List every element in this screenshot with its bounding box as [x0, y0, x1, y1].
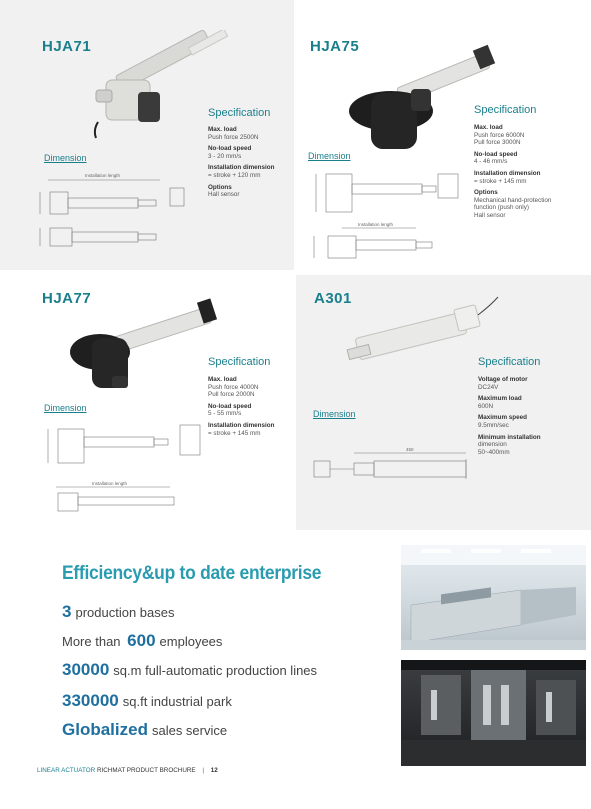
spec-label: Max. load [208, 126, 237, 133]
spec-label: Voltage of motor [478, 376, 528, 383]
spec-title: Specification [208, 356, 271, 368]
spec-title: Specification [474, 104, 537, 116]
dimension-title: Dimension [44, 153, 87, 163]
dimension-drawing [306, 445, 496, 495]
page-number: 12 [210, 767, 218, 774]
spec-value: function (push only) [474, 204, 529, 212]
dimension-drawing [30, 170, 190, 260]
dimension-drawing [30, 415, 230, 515]
fact-sales-service [62, 720, 227, 740]
installation-length-label: Installation length [358, 222, 394, 227]
fact-number: 330000 [62, 691, 119, 710]
dimension-title: Dimension [308, 151, 351, 161]
dimension-title: Dimension [313, 409, 356, 419]
spec-value: DC24V [478, 383, 499, 391]
product-panel-hja71 [0, 0, 294, 270]
model-title: A301 [314, 290, 352, 307]
spec-label: Options [474, 189, 498, 197]
spec-value: 50~400mm [478, 448, 510, 456]
spec-value: 600N [478, 402, 494, 410]
product-panel-hja77 [0, 275, 294, 530]
spec-value: 9.5mm/sec [478, 421, 509, 429]
spec-value: Hall sensor [474, 211, 506, 219]
footer-section: LINEAR ACTUATOR [37, 767, 96, 774]
model-title: HJA75 [310, 38, 360, 55]
spec-value: Mechanical hand-protection [474, 196, 552, 204]
fact-text: employees [159, 634, 223, 649]
actuator-image [62, 290, 232, 410]
spec-label: Max. load [474, 124, 503, 131]
fact-number: Globalized [62, 720, 148, 739]
fact-employees [62, 631, 222, 651]
footer-separator: | [202, 767, 204, 774]
spec-label: Max. load [208, 376, 237, 383]
dimension-drawing [306, 166, 466, 266]
spec-list [208, 126, 293, 203]
product-panel-a301 [296, 275, 591, 530]
factory-photo-cleanroom [401, 545, 586, 650]
spec-label: Maximum load [478, 395, 522, 403]
factory-photo-machinery [401, 660, 586, 766]
fact-number: 3 [62, 602, 72, 621]
spec-value: = stroke + 120 mm [208, 171, 261, 179]
fact-text: sq.ft industrial park [122, 694, 232, 709]
spec-label: Installation dimension [208, 164, 275, 172]
dimension-length-value: 450 [406, 447, 414, 452]
fact-industrial-park [62, 691, 232, 711]
spec-value: 5 - 55 mm/s [208, 410, 242, 418]
fact-text: sq.m full-automatic production lines [113, 663, 318, 678]
spec-value: dimension [478, 441, 507, 449]
fact-text: sales service [151, 723, 228, 738]
model-title: HJA77 [42, 290, 92, 307]
spec-label: Installation dimension [208, 421, 275, 429]
spec-list [474, 124, 589, 224]
dimension-title: Dimension [44, 403, 87, 413]
spec-label: Options [208, 183, 232, 191]
enterprise-headline: Efficiency&up to date enterprise [62, 563, 322, 584]
spec-label: Minimum installation [478, 433, 541, 441]
spec-value: Push force 4000N [208, 383, 259, 391]
fact-production-lines [62, 660, 317, 680]
fact-number: 30000 [62, 660, 110, 679]
spec-label: No-load speed [208, 402, 252, 410]
spec-label: No-load speed [208, 145, 252, 153]
fact-prefix: More than [62, 634, 121, 649]
footer-brand: RICHMAT PRODUCT BROCHURE [96, 767, 196, 774]
installation-length-label: Installation length [92, 481, 128, 486]
spec-label: No-load speed [474, 150, 518, 158]
spec-value: Pull force 3000N [474, 139, 521, 147]
spec-value: Pull force 2000N [208, 391, 255, 399]
spec-label: Installation dimension [474, 169, 541, 177]
spec-value: Hall sensor [208, 191, 240, 199]
spec-title: Specification [478, 356, 541, 368]
spec-title: Specification [208, 107, 271, 119]
spec-value: = stroke + 145 mm [208, 429, 261, 437]
spec-value: Push force 6000N [474, 131, 525, 139]
spec-value: 4 - 46 mm/s [474, 158, 508, 166]
actuator-image [78, 30, 248, 140]
model-title: HJA71 [42, 38, 92, 55]
spec-value: Push force 2500N [208, 133, 259, 141]
installation-length-label: Installation length [85, 173, 121, 178]
spec-value: = stroke + 145 mm [474, 177, 527, 185]
fact-number: 600 [127, 631, 156, 650]
page-footer [37, 767, 218, 774]
fact-production-bases [62, 602, 174, 622]
product-panel-hja75 [296, 18, 591, 270]
spec-label: Maximum speed [478, 414, 527, 422]
spec-value: 3 - 20 mm/s [208, 152, 242, 160]
fact-text: production bases [75, 605, 175, 620]
